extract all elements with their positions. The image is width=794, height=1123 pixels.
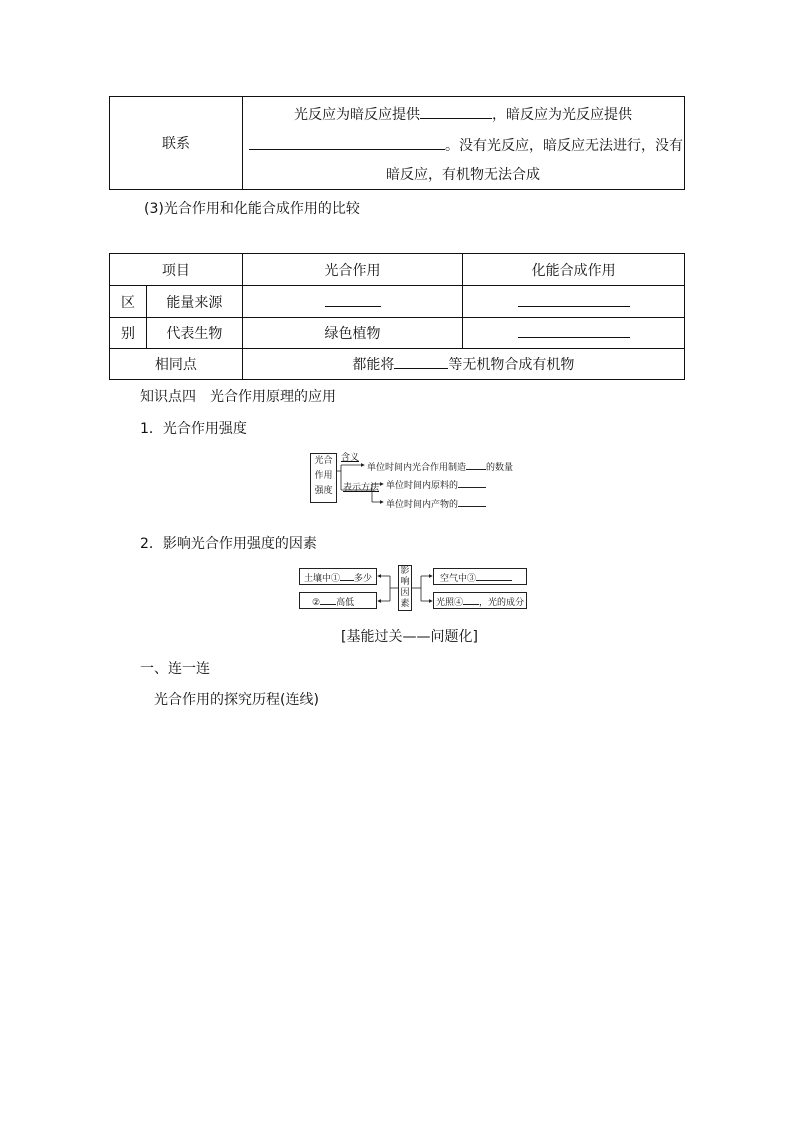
factor-box-temperature: ② 高低 (299, 592, 377, 609)
diff-label-1: 区 (110, 286, 147, 318)
table-link-line-3: 暗反应，有机物无法合成 (386, 167, 540, 183)
diagram1-main-box: 光合 作用 强度 (310, 453, 337, 503)
factor-box-soil: 土壤中① 多少 (299, 568, 377, 585)
part-1-title: 一、连一连 (140, 661, 210, 677)
energy-photo-blank (242, 286, 463, 318)
comparison-table (109, 253, 685, 380)
bracket-title: [基能过关——问题化] (341, 629, 478, 645)
table-link-line-2: 。没有光反应，暗反应无法进行，没有 (249, 136, 683, 154)
row-organism: 代表生物 (146, 318, 242, 349)
part-1-subtitle: 光合作用的探究历程(连线) (154, 692, 319, 708)
diff-label-2: 别 (110, 318, 147, 349)
organism-photo: 绿色植物 (242, 318, 463, 349)
diagram-influencing-factors (299, 565, 529, 613)
section-3-title: (3)光合作用和化能合成作用的比较 (144, 201, 360, 217)
table-link-label: 联系 (162, 136, 190, 152)
table-link (109, 96, 685, 190)
method-text-2: 单位时间内产物的 (386, 497, 486, 511)
row-same-point: 相同点 (110, 349, 243, 380)
organism-chemo-blank (463, 318, 685, 349)
table-link-line-1: 光反应为暗反应提供 ，暗反应为光反应提供 (294, 107, 632, 123)
diagram2-arrows (299, 565, 529, 613)
diagram-photosynthesis-intensity (310, 453, 520, 515)
method-text-1: 单位时间内原料的 (386, 478, 486, 492)
header-photosynthesis: 光合作用 (242, 254, 463, 286)
energy-chemo-blank (463, 286, 685, 318)
factor-box-air: 空气中③ (433, 568, 527, 585)
same-point-text: 都能将 等无机物合成有机物 (242, 349, 684, 380)
subsection-1-title: 1．光合作用强度 (140, 421, 247, 437)
meaning-text: 单位时间内光合作用制造 的数量 (367, 460, 513, 474)
table-link-divider (242, 97, 243, 189)
row-energy-source: 能量来源 (146, 286, 242, 318)
factor-center-box: 影 响 因 素 (398, 565, 412, 611)
subsection-2-title: 2．影响光合作用强度的因素 (140, 536, 317, 552)
header-chemosynthesis: 化能合成作用 (463, 254, 685, 286)
knowledge-point-4-title: 知识点四 光合作用原理的应用 (140, 389, 336, 405)
header-item: 项目 (110, 254, 243, 286)
method-label: 表示方法 (343, 483, 380, 493)
factor-box-light: 光照④ ，光的成分 (433, 592, 527, 609)
meaning-label: 含义 (341, 453, 360, 463)
